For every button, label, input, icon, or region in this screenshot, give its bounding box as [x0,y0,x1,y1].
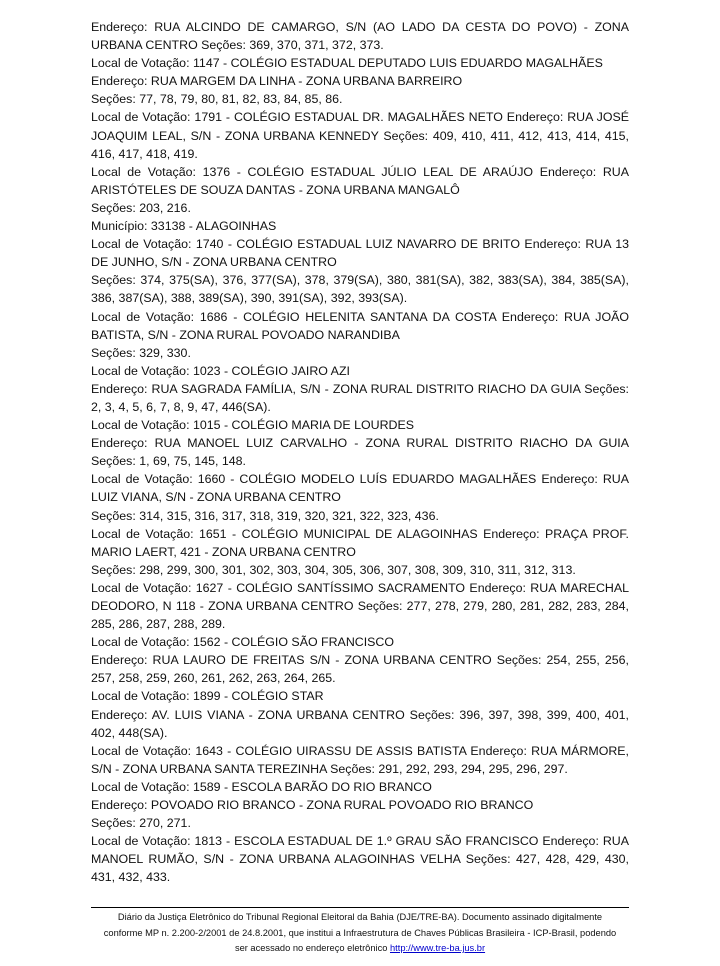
paragraph-23: Endereço: RUA LAURO DE FREITAS S/N - ZONA URBANA CENTRO Seções: 254, 255, 256, 257, 258, 259, 260, 261, 262, 263, 264, 265. [91,653,629,686]
paragraph-29: Seções: 270, 271. [91,816,191,831]
paragraph-28: Endereço: POVOADO RIO BRANCO - ZONA RURAL POVOADO RIO BRANCO [91,798,534,813]
document-body [91,18,629,887]
paragraph-16: Endereço: RUA MANOEL LUIZ CARVALHO - ZONA RURAL DISTRITO RIACHO DA GUIA Seções: 1, 69, 75, 145, 148. [91,436,629,469]
paragraph-12: Seções: 329, 330. [91,345,191,360]
paragraph-22: Local de Votação: 1562 - COLÉGIO SÃO FRANCISCO [91,635,395,650]
paragraph-9: Local de Votação: 1740 - COLÉGIO ESTADUAL LUIZ NAVARRO DE BRITO Endereço: RUA 13 DE JUNHO, S/N - ZONA URBANA CENTRO [91,237,629,270]
paragraph-25: Endereço: AV. LUIS VIANA - ZONA URBANA CENTRO Seções: 396, 397, 398, 399, 400, 401, 402, 448(SA). [91,707,629,740]
footer-line-3 [91,941,629,957]
paragraph-5: Local de Votação: 1791 - COLÉGIO ESTADUAL DR. MAGALHÃES NETO Endereço: RUA JOSÉ JOAQUIM LEAL, S/N - ZONA URBANA KENNEDY Seções: 409, 410, 411, 412, 413, 414, 415, 416, 417, 418, 419. [91,110,629,161]
paragraph-1: Endereço: RUA ALCINDO DE CAMARGO, S/N (AO LADO DA CESTA DO POVO) - ZONA URBANA CENTRO Seções: 369, 370, 371, 372, 373. [91,20,629,53]
paragraph-13: Local de Votação: 1023 - COLÉGIO JAIRO AZI [91,363,350,378]
paragraph-19: Local de Votação: 1651 - COLÉGIO MUNICIPAL DE ALAGOINHAS Endereço: PRAÇA PROF. MARIO LAERT, 421 - ZONA URBANA CENTRO [91,526,629,559]
footer-line-1: Diário da Justiça Eletrônico do Tribunal Regional Eleitoral da Bahia (DJE/TRE-BA). Documento assinado digitalmente [117,912,603,922]
footer-divider [91,907,629,908]
paragraph-17: Local de Votação: 1660 - COLÉGIO MODELO LUÍS EDUARDO MAGALHÃES Endereço: RUA LUIZ VIANA, S/N - ZONA URBANA CENTRO [91,472,629,505]
paragraph-3: Endereço: RUA MARGEM DA LINHA - ZONA URBANA BARREIRO [91,74,463,89]
paragraph-10: Seções: 374, 375(SA), 376, 377(SA), 378, 379(SA), 380, 381(SA), 382, 383(SA), 384, 385(SA), 386, 387(SA), 388, 389(SA), 390, 391(SA), 392, 393(SA). [91,273,629,306]
paragraph-21: Local de Votação: 1627 - COLÉGIO SANTÍSSIMO SACRAMENTO Endereço: RUA MARECHAL DEODORO, N 118 - ZONA URBANA CENTRO Seções: 277, 278, 279, 280, 281, 282, 283, 284, 285, 286, 287, 288, 289. [91,580,629,632]
paragraph-11: Local de Votação: 1686 - COLÉGIO HELENITA SANTANA DA COSTA Endereço: RUA JOÃO BATISTA, S/N - ZONA RURAL POVOADO NARANDIBA [91,309,629,342]
paragraph-24: Local de Votação: 1899 - COLÉGIO STAR [91,689,324,704]
paragraph-20: Seções: 298, 299, 300, 301, 302, 303, 304, 305, 306, 307, 308, 309, 310, 311, 312, 313. [91,562,576,577]
paragraph-15: Local de Votação: 1015 - COLÉGIO MARIA DE LOURDES [91,418,414,433]
paragraph-4: Seções: 77, 78, 79, 80, 81, 82, 83, 84, 85, 86. [91,92,343,107]
paragraph-7: Seções: 203, 216. [91,200,191,215]
paragraph-30: Local de Votação: 1813 - ESCOLA ESTADUAL DE 1.º GRAU SÃO FRANCISCO Endereço: RUA MANOEL RUMÃO, S/N - ZONA URBANA ALAGOINHAS VELHA Seções: 427, 428, 429, 430, 431, 432, 433. [91,834,629,885]
paragraph-18: Seções: 314, 315, 316, 317, 318, 319, 320, 321, 322, 323, 436. [91,508,439,523]
footer-link[interactable]: http://www.tre-ba.jus.br [389,943,486,953]
paragraph-2: Local de Votação: 1147 - COLÉGIO ESTADUAL DEPUTADO LUIS EDUARDO MAGALHÃES [91,56,603,71]
footer-line-2: conforme MP n. 2.200-2/2001 de 24.8.2001, que institui a Infraestrutura de Chaves Públicas Brasileira - ICP-Brasil, podendo [103,927,617,938]
paragraph-26: Local de Votação: 1643 - COLÉGIO UIRASSU DE ASSIS BATISTA Endereço: RUA MÁRMORE, S/N - ZONA URBANA SANTA TEREZINHA Seções: 291, 292, 293, 294, 295, 296, 297. [91,743,629,776]
page-footer [91,910,629,957]
paragraph-14: Endereço: RUA SAGRADA FAMÍLIA, S/N - ZONA RURAL DISTRITO RIACHO DA GUIA Seções: 2, 3, 4, 5, 6, 7, 8, 9, 47, 446(SA). [91,381,629,414]
paragraph-8: Município: 33138 - ALAGOINHAS [91,219,277,234]
paragraph-6: Local de Votação: 1376 - COLÉGIO ESTADUAL JÚLIO LEAL DE ARAÚJO Endereço: RUA ARISTÓTELES DE SOUZA DANTAS - ZONA URBANA MANGALÔ [91,164,629,197]
paragraph-27: Local de Votação: 1589 - ESCOLA BARÃO DO RIO BRANCO [91,779,432,794]
footer-line-3-text: ser acessado no endereço eletrônico [234,943,390,953]
